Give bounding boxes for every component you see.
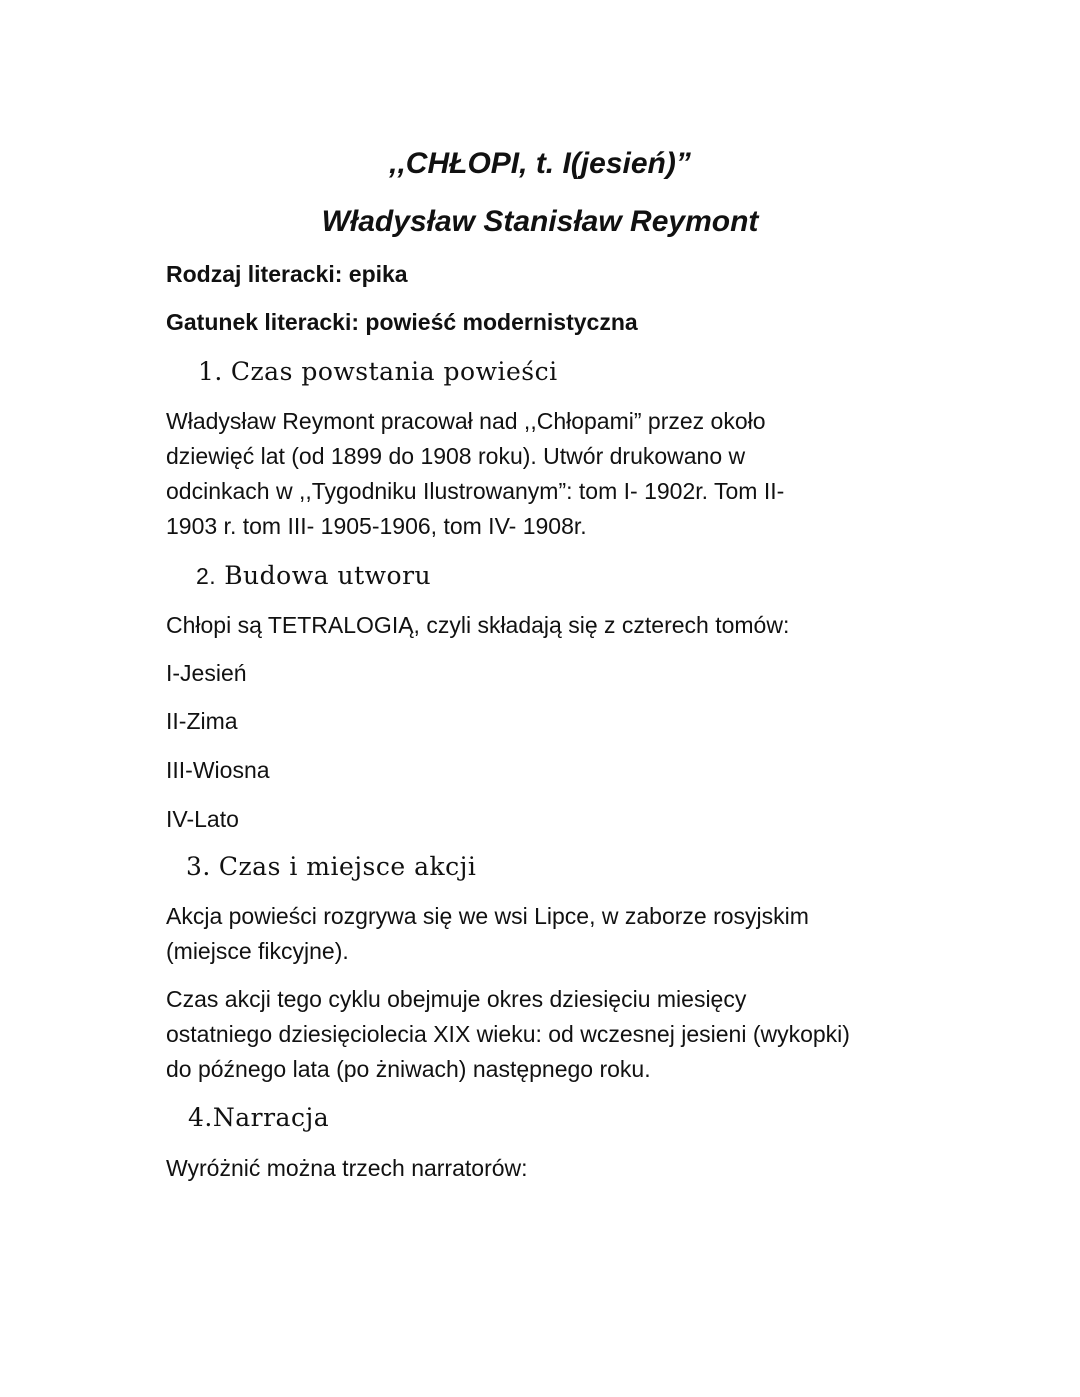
section-2-intro: Chłopi są TETRALOGIĄ, czyli składają się z czterech tomów: [166,612,790,638]
paragraph-line: ostatniego dziesięciolecia XIX wieku: od wczesnej jesieni (wykopki) [166,1021,850,1047]
section-number: 1. [198,357,223,386]
volume-item: III-Wiosna [166,757,270,783]
section-heading-1 [198,356,558,388]
section-title: Budowa utworu [224,561,432,590]
section-heading-4: 4.Narracja [188,1103,330,1132]
section-1-paragraph [166,404,926,544]
paragraph-line: Czas akcji tego cyklu obejmuje okres dziesięciu miesięcy [166,986,747,1012]
section-heading-2 [196,560,431,592]
volume-item: IV-Lato [166,806,239,832]
paragraph-line: Władysław Reymont pracował nad ,,Chłopami” przez około [166,408,766,434]
section-title: Czas i miejsce akcji [218,852,477,881]
literary-genre: Gatunek literacki: powieść modernistyczna [166,309,638,335]
volume-item: I-Jesień [166,660,247,686]
paragraph-line: (miejsce fikcyjne). [166,938,349,964]
volume-item: II-Zima [166,708,238,734]
section-heading-3 [186,851,476,883]
document-author: Władysław Stanisław Reymont [321,205,759,238]
section-number: 2. [196,563,217,589]
document-title: ,,CHŁOPI, t. I(jesień)” [389,147,691,180]
section-4-text: Wyróżnić można trzech narratorów: [166,1155,528,1181]
paragraph-line: do późnego lata (po żniwach) następnego roku. [166,1056,651,1082]
paragraph-line: odcinkach w ,,Tygodniku Ilustrowanym”: tom I- 1902r. Tom II- [166,478,785,504]
literary-kind: Rodzaj literacki: epika [166,261,408,287]
section-3-paragraph-2 [166,982,926,1087]
paragraph-line: 1903 r. tom III- 1905-1906, tom IV- 1908r. [166,513,587,539]
section-title: Czas powstania powieści [230,357,558,386]
paragraph-line: Akcja powieści rozgrywa się we wsi Lipce, w zaborze rosyjskim [166,903,809,929]
section-number: 3. [186,852,211,881]
section-3-paragraph-1 [166,899,926,969]
paragraph-line: dziewięć lat (od 1899 do 1908 roku). Utwór drukowano w [166,443,746,469]
